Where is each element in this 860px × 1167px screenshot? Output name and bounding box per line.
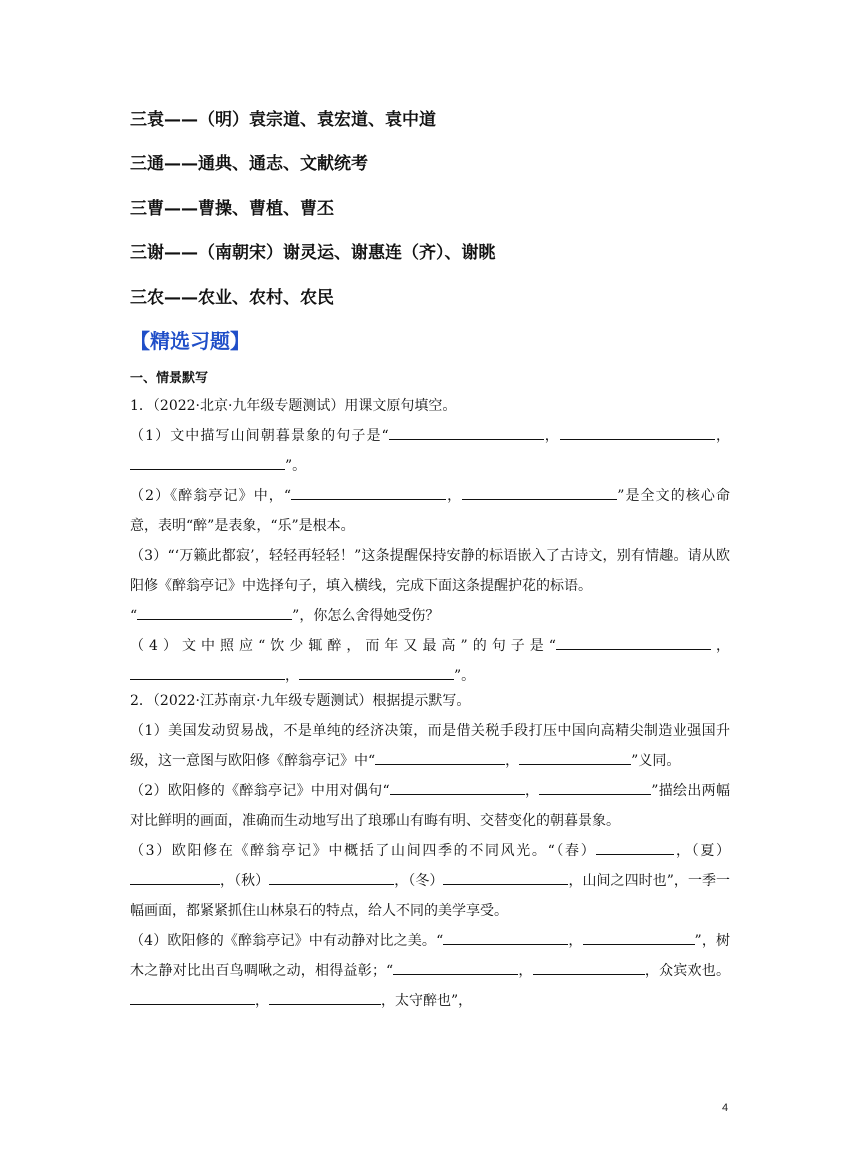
answer-blank[interactable] [390, 778, 525, 795]
answer-blank[interactable] [130, 453, 285, 470]
answer-blank[interactable] [533, 958, 645, 975]
trio-line-sanxie: 三谢——（南朝宋）谢灵运、谢惠连（齐）、谢眺 [130, 243, 496, 263]
trio-line-sancao: 三曹——曹操、曹植、曹丕 [130, 199, 334, 219]
answer-blank[interactable] [130, 663, 285, 680]
answer-blank[interactable] [556, 633, 711, 650]
answer-blank[interactable] [137, 603, 292, 620]
question-2 [130, 686, 730, 1016]
question-1 [130, 391, 730, 691]
question-2-part-1: （1）美国发动贸易战，不是单纯的经济决策，而是借关税手段打压中国向高精尖制造业强国升级，这一意图与欧阳修《醉翁亭记》中“ ， ”义同。 [130, 723, 730, 769]
answer-blank[interactable] [462, 483, 617, 500]
answer-blank[interactable] [539, 778, 651, 795]
trio-line-santong: 三通——通典、通志、文献统考 [130, 154, 368, 174]
answer-blank[interactable] [130, 868, 220, 885]
question-2-part-3: （3）欧阳修在《醉翁亭记》中概括了山间四季的不同风光。“（春） ，（夏），（秋） ，（冬） ，山间之四时也”，一季一幅画面，都紧紧抓住山林泉石的特点，给人不同的美学享受。 [130, 836, 730, 926]
question-1-part-1: （1）文中描写山间朝暮景象的句子是“ ， ，”。 [130, 421, 730, 481]
question-1-part-2: （2）《醉翁亭记》中，“ ， ”是全文的核心命意，表明“醉”是表象，“乐”是根本。 [130, 481, 730, 541]
page-number: 4 [722, 1102, 729, 1114]
question-2-part-4: （4）欧阳修的《醉翁亭记》中有动静对比之美。“ ， ”，树木之静对比出百鸟啁啾之动，相得益彰；“ ， ，众宾欢也。， ，太守醉也”， [130, 926, 730, 1016]
answer-blank[interactable] [596, 838, 674, 855]
subsection-title: 一、情景默写 [130, 371, 209, 386]
question-2-head: 2．（2022·江苏南京·九年级专题测试）根据提示默写。 [130, 693, 471, 709]
answer-blank[interactable] [519, 748, 631, 765]
answer-blank[interactable] [269, 988, 381, 1005]
answer-blank[interactable] [269, 868, 394, 885]
answer-blank[interactable] [130, 988, 255, 1005]
answer-blank[interactable] [443, 928, 568, 945]
answer-blank[interactable] [560, 423, 715, 440]
question-1-part-3-blank-line: “ ”，你怎么舍得她受伤？ [130, 601, 730, 631]
answer-blank[interactable] [583, 928, 695, 945]
answer-blank[interactable] [443, 868, 568, 885]
answer-blank[interactable] [375, 748, 505, 765]
question-1-part-4: （4）文中照应“饮少辄醉，而年又最高”的句子是“ ，， ”。 [130, 631, 730, 691]
answer-blank[interactable] [393, 958, 518, 975]
trio-line-sanyuan: 三袁——（明）袁宗道、袁宏道、袁中道 [130, 110, 436, 130]
trio-line-sannong: 三农——农业、农村、农民 [130, 288, 334, 308]
question-1-part-3: （3）“‘万籁此都寂’，轻轻再轻轻！”这条提醒保持安静的标语嵌入了古诗文，别有情趣。请从欧阳修《醉翁亭记》中选择句子，填入横线，完成下面这条提醒护花的标语。 [130, 548, 730, 594]
answer-blank[interactable] [291, 483, 446, 500]
section-title: 【精选习题】 [130, 329, 250, 353]
answer-blank[interactable] [299, 663, 454, 680]
answer-blank[interactable] [389, 423, 544, 440]
question-2-part-2: （2）欧阳修的《醉翁亭记》中用对偶句“ ， ”描绘出两幅对比鲜明的画面，准确而生动地写出了琅琊山有晦有明、交替变化的朝暮景象。 [130, 776, 730, 836]
question-1-head: 1．（2022·北京·九年级专题测试）用课文原句填空。 [130, 398, 457, 414]
